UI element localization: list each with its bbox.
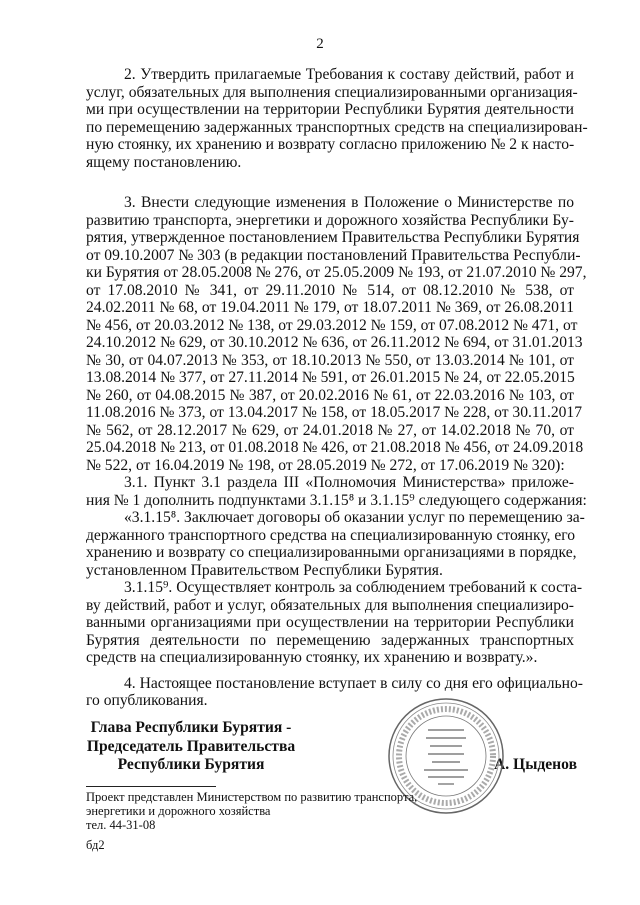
- signatory-title-line: Республики Бурятия: [117, 756, 265, 773]
- text-line: рятия, утвержденное постановлением Правительства Республики Бурятия: [86, 229, 580, 246]
- text-line: развитию транспорта, энергетики и дорожного хозяйства Республики Бу-: [86, 211, 574, 229]
- text-line: 4. Настоящее постановление вступает в силу со дня его официально-: [124, 674, 583, 692]
- signatory-title: [86, 719, 296, 775]
- text-line: 2. Утвердить прилагаемые Требования к составу действий, работ и: [124, 66, 574, 83]
- text-line: держанного транспортного средства на специализированную стоянку, его: [86, 526, 576, 544]
- text-line: 3.1.15⁹. Осуществляет контроль за соблюдением требований к соста-: [124, 579, 583, 596]
- text-line: ния № 1 дополнить подпунктами 3.1.15⁸ и 3.1.15⁹ следующего содержания:: [86, 491, 587, 509]
- text-line: 11.08.2016 № 373, от 13.04.2017 № 158, от 18.05.2017 № 228, от 30.11.2017: [86, 404, 583, 421]
- text-line: средств на специализированную стоянку, их хранению и возврату.».: [86, 649, 538, 666]
- text-line: установленном Правительством Республики Бурятия.: [86, 561, 443, 579]
- text-line: ки Бурятия от 28.05.2008 № 276, от 25.05.2009 № 193, от 21.07.2010 № 297,: [86, 264, 587, 281]
- text-line: го опубликования.: [86, 692, 208, 709]
- text-line: от 09.10.2007 № 303 (в редакции постановлений Правительства Республи-: [86, 246, 581, 264]
- footnote-line: тел. 44-31-08: [86, 818, 156, 832]
- paragraph-3-1-15-9: [86, 579, 583, 667]
- footnote: [86, 790, 417, 832]
- text-line: 13.08.2014 № 377, от 27.11.2014 № 591, от 26.01.2015 № 24, от 22.05.2015: [86, 369, 575, 386]
- page-number: 2: [316, 36, 324, 52]
- paragraph-3: [86, 194, 587, 474]
- signatory-name: А. Цыденов: [494, 756, 577, 773]
- text-line: Бурятия деятельности по перемещению задержанных транспортных: [86, 631, 574, 649]
- text-line: № 562, от 28.12.2017 № 629, от 24.01.2018 № 27, от 14.02.2018 № 70, от: [86, 421, 574, 439]
- paragraph-quote-3-1-15-8: [86, 509, 585, 579]
- footnote-line: энергетики и дорожного хозяйства: [86, 804, 271, 818]
- text-line: 24.02.2011 № 68, от 19.04.2011 № 179, от 18.07.2011 № 369, от 26.08.2011: [86, 299, 574, 316]
- signatory-title-line: Глава Республики Бурятия -: [90, 719, 292, 736]
- text-line: № 30, от 04.07.2013 № 353, от 18.10.2013 № 550, от 13.03.2014 № 101, от: [86, 351, 574, 369]
- paragraph-2: [86, 66, 588, 171]
- paragraph-3-1: [86, 474, 587, 509]
- text-line: ву действий, работ и услуг, обязательных для выполнения специализиро-: [86, 596, 574, 614]
- footnote-line: Проект представлен Министерством по развитию транспорта,: [86, 790, 418, 804]
- text-line: ми при осуществлении на территории Республики Бурятия деятельности: [86, 101, 574, 118]
- text-line: услуг, обязательных для выполнения специализированными организация-: [86, 83, 578, 101]
- text-line: ящему постановлению.: [86, 153, 242, 171]
- text-line: ванными организациями при осуществлении на территории Республики: [86, 614, 574, 631]
- text-line: по перемещению задержанных транспортных средств на специализирован-: [86, 118, 588, 136]
- text-line: от 17.08.2010 № 341, от 29.11.2010 № 514, от 08.12.2010 № 538, от: [86, 281, 574, 299]
- text-line: № 456, от 20.03.2012 № 138, от 29.03.2012 № 159, от 07.08.2012 № 471, от: [86, 316, 578, 334]
- text-line: 25.04.2018 № 213, от 01.08.2018 № 426, от 21.08.2018 № 456, от 24.09.2018: [86, 439, 584, 456]
- text-line: «3.1.15⁸. Заключает договоры об оказании услуг по перемещению за-: [124, 509, 585, 526]
- signatory-title-line: Председатель Правительства: [86, 737, 296, 755]
- text-line: 3.1. Пункт 3.1 раздела III «Полномочия Министерства» приложе-: [124, 474, 574, 491]
- document-code: бд2: [86, 838, 105, 852]
- text-line: 24.10.2012 № 629, от 30.10.2012 № 636, от 26.11.2012 № 694, от 31.01.2013: [86, 334, 583, 351]
- footnote-divider: [86, 786, 216, 787]
- text-line: хранению и возврату со специализированными организациями в порядке,: [86, 544, 577, 561]
- text-line: ную стоянку, их хранению и возврату согласно приложению № 2 к насто-: [86, 136, 575, 153]
- text-line: 3. Внести следующие изменения в Положение о Министерстве по: [124, 194, 574, 211]
- text-line: № 260, от 04.08.2015 № 387, от 20.02.2016 № 61, от 22.03.2016 № 103, от: [86, 386, 574, 404]
- document-body: [86, 66, 588, 710]
- text-line: № 522, от 16.04.2019 № 198, от 28.05.2019 № 272, от 17.06.2019 № 320):: [86, 456, 565, 474]
